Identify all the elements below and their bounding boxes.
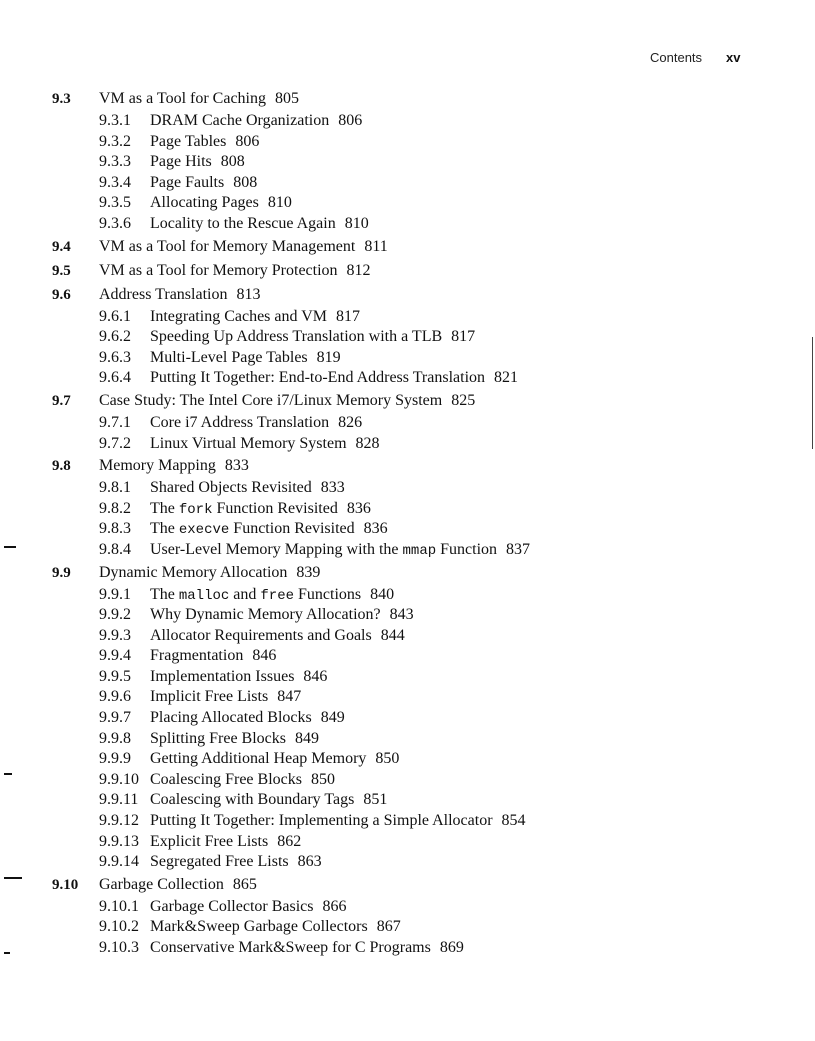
entry-title-text: Why Dynamic Memory Allocation?: [150, 606, 381, 624]
table-of-contents: [0, 87, 815, 959]
entry-number: 9.9.3: [99, 626, 131, 644]
entry-title-text: VM as a Tool for Memory Protection: [99, 261, 338, 279]
entry-number: 9.9.13: [99, 832, 139, 850]
entry-page-number: 866: [322, 897, 347, 915]
entry-number: 9.9.7: [99, 709, 131, 727]
entry-page-number: 826: [338, 413, 363, 431]
entry-title: [150, 585, 394, 607]
entry-title: [150, 626, 405, 647]
entry-page-number: 849: [320, 709, 345, 727]
entry-number: 9.8: [52, 458, 71, 475]
entry-number: 9.3.5: [99, 194, 131, 212]
entry-title-text: Conservative Mark&Sweep for C Programs: [150, 939, 431, 956]
entry-title-text: Getting Additional Heap Memory: [150, 750, 367, 768]
toc-section-entry: [0, 87, 815, 111]
entry-title-text: Segregated Free Lists: [150, 853, 289, 871]
toc-subsection-entry: [0, 646, 815, 667]
entry-title-text: The: [150, 520, 179, 538]
entry-title-text: Shared Objects Revisited: [150, 479, 312, 497]
entry-title-text: Garbage Collector Basics: [150, 897, 314, 915]
entry-number: 9.9.1: [99, 585, 131, 603]
entry-title-text: Function Revisited: [229, 520, 355, 538]
entry-page-number: 846: [303, 667, 328, 685]
entry-title-text: Core i7 Address Translation: [150, 413, 330, 431]
entry-number: 9.8.2: [99, 499, 131, 517]
entry-title-text: Putting It Together: Implementing a Simple Allocator: [150, 812, 493, 830]
toc-subsection-entry: [0, 585, 815, 606]
entry-page-number: 869: [439, 939, 464, 956]
entry-title-text: Page Hits: [150, 153, 212, 171]
toc-subsection-entry: [0, 413, 815, 434]
entry-title-text: Implementation Issues: [150, 667, 295, 685]
entry-page-number: 833: [320, 479, 345, 497]
entry-number: 9.7.1: [99, 413, 131, 431]
margin-mark: [4, 773, 12, 775]
entry-title-text: VM as a Tool for Caching: [99, 90, 266, 107]
entry-title-text: Address Translation: [99, 285, 228, 303]
toc-subsection-entry: [0, 605, 815, 626]
margin-mark: [4, 546, 16, 548]
toc-subsection-entry: [0, 811, 815, 832]
entry-page-number: 805: [275, 90, 299, 107]
entry-title-text: Speeding Up Address Translation with a TLB: [150, 328, 443, 346]
entry-title: [150, 687, 301, 708]
entry-page-number: 825: [451, 391, 476, 409]
toc-section-entry: [0, 389, 815, 413]
entry-number: 9.5: [52, 262, 71, 279]
entry-title-text: DRAM Cache Organization: [150, 112, 330, 129]
entry-page-number: 806: [338, 112, 363, 129]
toc-subsection-entry: [0, 111, 815, 132]
entry-title: [150, 938, 464, 959]
entry-page-number: 808: [233, 173, 258, 191]
entry-title: [150, 770, 335, 791]
toc-subsection-entry: [0, 832, 815, 853]
entry-title: [99, 283, 260, 307]
entry-number: 9.8.3: [99, 520, 131, 538]
entry-title: [150, 646, 276, 667]
entry-page-number: 810: [344, 214, 369, 232]
toc-subsection-entry: [0, 667, 815, 688]
toc-subsection-entry: [0, 708, 815, 729]
entry-page-number: 854: [501, 812, 526, 830]
entry-number: 9.10.2: [99, 918, 139, 936]
entry-page-number: 833: [224, 457, 249, 475]
entry-number: 9.6: [52, 286, 71, 303]
page-number: xv: [726, 50, 741, 65]
entry-page-number: 863: [297, 853, 322, 871]
entry-title-text: Garbage Collection: [99, 875, 224, 893]
entry-title: [150, 540, 530, 562]
toc-section-entry: [0, 454, 815, 478]
toc-subsection-entry: [0, 152, 815, 173]
entry-page-number: 836: [346, 499, 371, 517]
toc-section-entry: [0, 561, 815, 585]
entry-title-text: Allocating Pages: [150, 194, 259, 212]
entry-title-text: Allocator Requirements and Goals: [150, 626, 372, 644]
entry-number: 9.9.10: [99, 770, 139, 788]
entry-title: [150, 173, 257, 194]
entry-page-number: 812: [346, 261, 371, 279]
toc-section-entry: [0, 283, 815, 307]
entry-title: [99, 259, 371, 283]
entry-title-text: Locality to the Rescue Again: [150, 214, 336, 232]
entry-page-number: 839: [296, 563, 321, 581]
entry-title-text: Page Tables: [150, 132, 227, 150]
entry-title-text: Integrating Caches and VM: [150, 307, 327, 325]
entry-title-text: Function Revisited: [212, 499, 338, 517]
entry-title: [99, 873, 257, 897]
entry-page-number: 806: [235, 132, 260, 150]
entry-page-number: 840: [370, 585, 395, 603]
entry-title-text: Implicit Free Lists: [150, 688, 269, 706]
entry-title: [150, 749, 399, 770]
entry-title-text: Explicit Free Lists: [150, 832, 269, 850]
entry-page-number: 808: [220, 153, 245, 171]
toc-subsection-entry: [0, 173, 815, 194]
entry-title: [150, 832, 301, 853]
entry-page-number: 813: [236, 285, 261, 303]
code-term: execve: [178, 522, 230, 539]
entry-title: [150, 499, 371, 521]
entry-title: [150, 729, 319, 750]
entry-page-number: 846: [252, 647, 277, 665]
entry-number: 9.3.6: [99, 214, 131, 232]
entry-title: [150, 478, 345, 499]
toc-subsection-entry: [0, 749, 815, 770]
toc-subsection-entry: [0, 132, 815, 153]
entry-title: [150, 368, 518, 389]
entry-title-text: Placing Allocated Blocks: [150, 709, 312, 727]
entry-page-number: 810: [267, 194, 292, 212]
entry-number: 9.9.2: [99, 606, 131, 624]
entry-page-number: 847: [277, 688, 302, 706]
code-term: fork: [178, 501, 213, 518]
entry-number: 9.9: [52, 564, 71, 581]
entry-number: 9.9.4: [99, 647, 131, 665]
entry-page-number: 843: [389, 606, 414, 624]
margin-mark: [4, 877, 22, 879]
toc-subsection-entry: [0, 626, 815, 647]
entry-title-text: The: [150, 585, 179, 603]
entry-title: [150, 852, 322, 873]
page-edge-line: [812, 337, 813, 449]
entry-number: 9.6.2: [99, 328, 131, 346]
running-header-label: Contents: [650, 50, 703, 65]
entry-number: 9.10.3: [99, 939, 139, 956]
entry-title: [150, 132, 259, 153]
code-term: malloc: [178, 587, 230, 604]
entry-title-text: Splitting Free Blocks: [150, 729, 286, 747]
entry-title: [150, 327, 475, 348]
entry-number: 9.3.2: [99, 132, 131, 150]
entry-number: 9.9.8: [99, 729, 131, 747]
code-term: free: [260, 587, 295, 604]
entry-title: [150, 434, 380, 455]
entry-title-text: Coalescing with Boundary Tags: [150, 791, 355, 809]
entry-page-number: 828: [355, 434, 380, 452]
entry-title-text: Function: [436, 540, 498, 558]
running-header: [0, 50, 815, 70]
entry-title: [150, 667, 327, 688]
entry-page-number: 867: [376, 918, 401, 936]
entry-number: 9.3.4: [99, 173, 131, 191]
entry-title: [99, 87, 299, 111]
entry-page-number: 865: [232, 875, 257, 893]
entry-number: 9.9.5: [99, 667, 131, 685]
toc-subsection-entry: [0, 519, 815, 540]
entry-page-number: 817: [451, 328, 476, 346]
entry-number: 9.10.1: [99, 897, 139, 915]
entry-page-number: 850: [310, 770, 335, 788]
toc-section-entry: [0, 259, 815, 283]
entry-title: [150, 917, 401, 938]
toc-subsection-entry: [0, 852, 815, 873]
entry-title: [150, 111, 362, 132]
entry-title: [150, 790, 387, 811]
entry-number: 9.9.12: [99, 812, 139, 830]
entry-number: 9.3.1: [99, 112, 131, 129]
entry-page-number: 862: [277, 832, 302, 850]
toc-subsection-entry: [0, 938, 815, 959]
entry-page-number: 821: [494, 369, 519, 387]
entry-page-number: 851: [363, 791, 388, 809]
toc-subsection-entry: [0, 348, 815, 369]
entry-title: [99, 389, 475, 413]
entry-title: [99, 235, 388, 259]
entry-page-number: 811: [364, 237, 388, 255]
entry-page-number: 850: [375, 750, 400, 768]
toc-subsection-entry: [0, 214, 815, 235]
entry-number: 9.7.2: [99, 434, 131, 452]
toc-subsection-entry: [0, 729, 815, 750]
entry-title-text: Functions: [294, 585, 362, 603]
entry-title-text: Dynamic Memory Allocation: [99, 563, 288, 581]
entry-number: 9.8.4: [99, 540, 131, 558]
toc-subsection-entry: [0, 790, 815, 811]
toc-section-entry: [0, 873, 815, 897]
entry-title-text: User-Level Memory Mapping with the: [150, 540, 403, 558]
entry-page-number: 819: [316, 348, 341, 366]
entry-title-text: Case Study: The Intel Core i7/Linux Memory System: [99, 391, 443, 409]
entry-title-text: Putting It Together: End-to-End Address Translation: [150, 369, 486, 387]
entry-page-number: 849: [295, 729, 319, 747]
entry-number: 9.6.1: [99, 307, 131, 325]
entry-title-text: Memory Mapping: [99, 457, 216, 475]
toc-subsection-entry: [0, 368, 815, 389]
toc-subsection-entry: [0, 193, 815, 214]
toc-subsection-entry: [0, 307, 815, 328]
entry-title-text: Linux Virtual Memory System: [150, 434, 347, 452]
entry-number: 9.10: [52, 876, 79, 893]
entry-title-text: VM as a Tool for Memory Management: [99, 237, 356, 255]
entry-title: [150, 307, 360, 328]
entry-number: 9.9.14: [99, 853, 139, 871]
entry-title: [150, 897, 347, 918]
entry-number: 9.6.4: [99, 369, 131, 387]
entry-number: 9.8.1: [99, 479, 131, 497]
entry-number: 9.9.9: [99, 750, 131, 768]
entry-title: [99, 454, 249, 478]
toc-subsection-entry: [0, 499, 815, 520]
entry-title-text: Mark&Sweep Garbage Collectors: [150, 918, 368, 936]
code-term: mmap: [402, 542, 437, 559]
entry-title: [150, 152, 245, 173]
entry-number: 9.9.6: [99, 688, 131, 706]
entry-page-number: 817: [336, 307, 360, 325]
entry-page-number: 837: [506, 540, 531, 558]
entry-title: [150, 708, 345, 729]
toc-subsection-entry: [0, 917, 815, 938]
entry-number: 9.3.3: [99, 153, 131, 171]
entry-title: [150, 214, 369, 235]
entry-title-text: Coalescing Free Blocks: [150, 770, 302, 788]
entry-title-text: and: [229, 585, 261, 603]
entry-title-text: Fragmentation: [150, 647, 244, 665]
toc-section-entry: [0, 235, 815, 259]
entry-title: [150, 519, 388, 541]
entry-title: [150, 605, 414, 626]
toc-subsection-entry: [0, 434, 815, 455]
entry-title-text: Multi-Level Page Tables: [150, 348, 308, 366]
entry-number: 9.4: [52, 238, 71, 255]
entry-page-number: 836: [363, 520, 388, 538]
entry-title: [150, 413, 362, 434]
entry-title: [150, 348, 341, 369]
toc-subsection-entry: [0, 687, 815, 708]
toc-subsection-entry: [0, 478, 815, 499]
entry-title: [150, 193, 292, 214]
entry-title: [99, 561, 320, 585]
entry-number: 9.6.3: [99, 348, 131, 366]
entry-title-text: Page Faults: [150, 173, 225, 191]
toc-subsection-entry: [0, 540, 815, 561]
entry-title-text: The: [150, 499, 179, 517]
entry-number: 9.7: [52, 392, 71, 409]
toc-subsection-entry: [0, 770, 815, 791]
entry-number: 9.9.11: [99, 791, 139, 809]
margin-mark: [4, 952, 10, 954]
toc-subsection-entry: [0, 327, 815, 348]
entry-title: [150, 811, 526, 832]
entry-page-number: 844: [380, 626, 405, 644]
entry-number: 9.3: [52, 91, 71, 107]
toc-subsection-entry: [0, 897, 815, 918]
